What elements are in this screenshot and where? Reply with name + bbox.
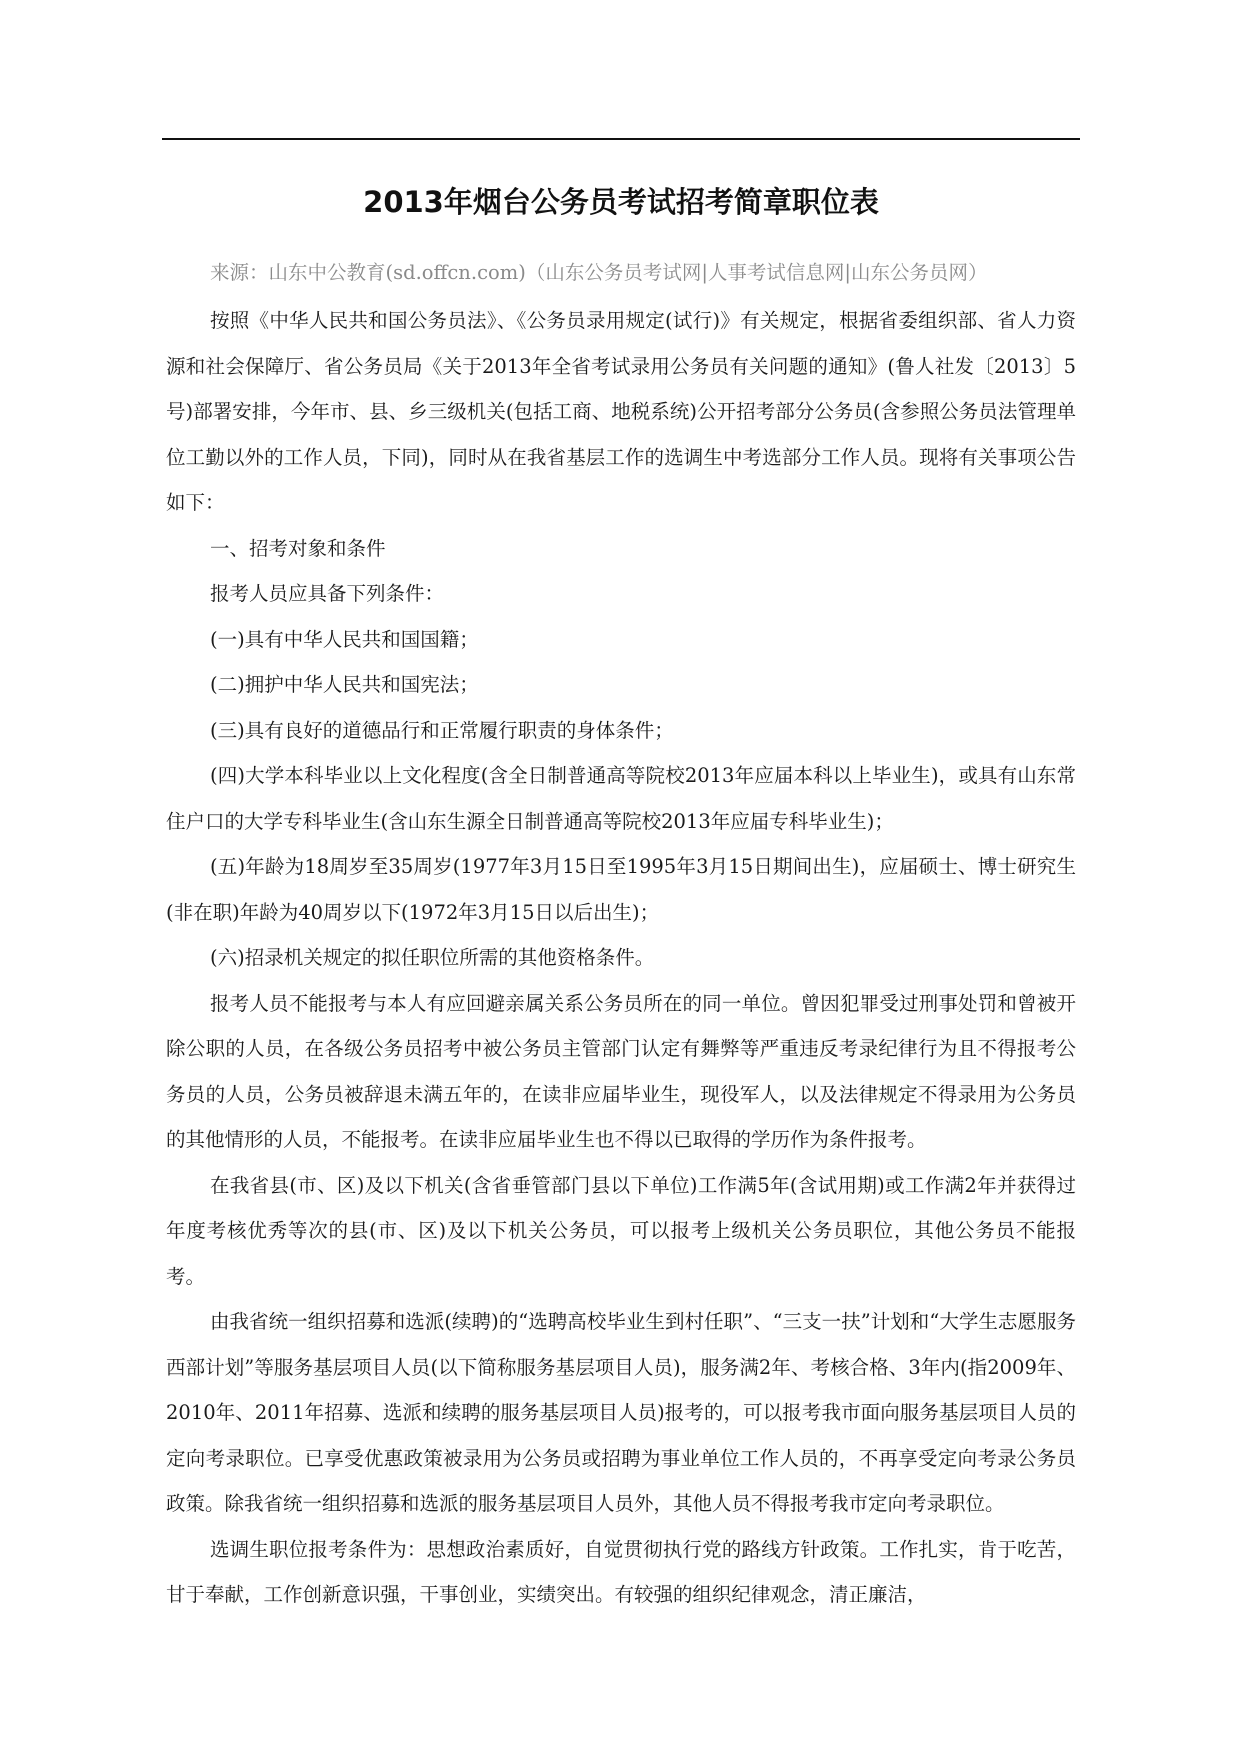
condition-item: (四)大学本科毕业以上文化程度(含全日制普通高等院校2013年应届本科以上毕业生)，或具有山东常住户口的大学专科毕业生(含山东生源全日制普通高等院校2013年应届专科毕业生)； [166,764,1076,833]
paragraph: 在我省县(市、区)及以下机关(含省垂管部门县以下单位)工作满5年(含试用期)或工作满2年并获得过年度考核优秀等次的县(市、区)及以下机关公务员，可以报考上级机关公务员职位，其他公务员不能报考。 [166,1173,1076,1288]
header-rule [162,138,1080,140]
section-heading: 一、招考对象和条件 [210,536,386,560]
paragraph: 报考人员不能报考与本人有应回避亲属关系公务员所在的同一单位。曾因犯罪受过刑事处罚和曾被开除公职的人员，在各级公务员招考中被公务员主管部门认定有舞弊等严重违反考录纪律行为且不得报考公务员的人员，公务员被辞退未满五年的，在读非应届毕业生，现役军人，以及法律规定不得录用为公务员的其他情形的人员，不能报考。在读非应届毕业生也不得以已取得的学历作为条件报考。 [166,991,1076,1151]
paragraph-intro: 按照《中华人民共和国公务员法》、《公务员录用规定(试行)》有关规定，根据省委组织部、省人力资源和社会保障厅、省公务员局《关于2013年全省考试录用公务员有关问题的通知》(鲁人社发〔2013〕5号)部署安排，今年市、县、乡三级机关(包括工商、地税系统)公开招考部分公务员(含参照公务员法管理单位工勤以外的工作人员，下同)，同时从在我省基层工作的选调生中考选部分工作人员。现将有关事项公告如下： [166,309,1076,514]
source-line: 来源：山东中公教育(sd.offcn.com)（山东公务员考试网|人事考试信息网|山东公务员网） [210,261,988,284]
paragraph: 选调生职位报考条件为：思想政治素质好，自觉贯彻执行党的路线方针政策。工作扎实，肯于吃苦，甘于奉献，工作创新意识强，干事创业，实绩突出。有较强的组织纪律观念，清正廉洁， [166,1537,1076,1606]
condition-item: (六)招录机关规定的拟任职位所需的其他资格条件。 [210,946,655,969]
paragraph: 由我省统一组织招募和选派(续聘)的“选聘高校毕业生到村任职”、“三支一扶”计划和“大学生志愿服务西部计划”等服务基层项目人员(以下简称服务基层项目人员)，服务满2年、考核合格、3年内(指2009年、2010年、2011年招募、选派和续聘的服务基层项目人员)报考的，可以报考我市面向服务基层项目人员的定向考录职位。已享受优惠政策被录用为公务员或招聘为事业单位工作人员的，不再享受定向考录公务员政策。除我省统一组织招募和选派的服务基层项目人员外，其他人员不得报考我市定向考录职位。 [166,1310,1076,1515]
condition-item: (一)具有中华人民共和国国籍； [210,627,479,651]
condition-item: (三)具有良好的道德品行和正常履行职责的身体条件； [210,718,674,742]
paragraph: 报考人员应具备下列条件： [210,582,445,605]
condition-item: (二)拥护中华人民共和国宪法； [210,673,479,696]
document-body [166,298,1076,1618]
condition-item: (五)年龄为18周岁至35周岁(1977年3月15日至1995年3月15日期间出生)，应届硕士、博士研究生(非在职)年龄为40周岁以下(1972年3月15日以后出生)； [166,855,1076,924]
page-title: 2013年烟台公务员考试招考简章职位表 [363,185,879,219]
